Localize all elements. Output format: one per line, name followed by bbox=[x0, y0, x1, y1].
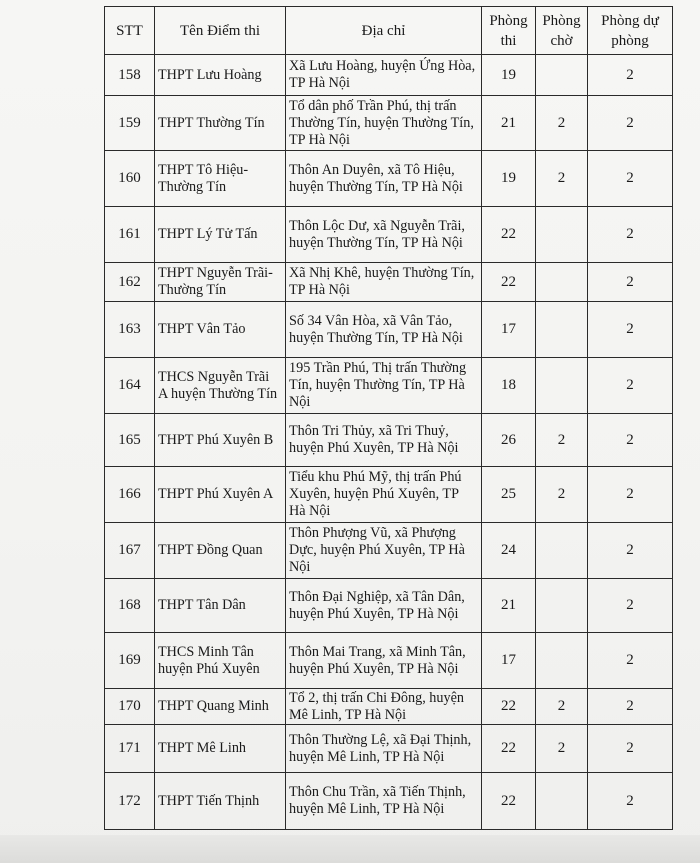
row-exam-rooms: 22 bbox=[482, 773, 536, 830]
header-reserve-rooms: Phòng dự phòng bbox=[588, 7, 673, 55]
row-reserve-rooms: 2 bbox=[588, 55, 673, 96]
row-reserve-rooms: 2 bbox=[588, 467, 673, 523]
row-exam-rooms: 17 bbox=[482, 633, 536, 689]
exam-site-table bbox=[104, 6, 673, 830]
row-waiting-rooms: 2 bbox=[536, 414, 588, 467]
row-site-name: THPT Tân Dân bbox=[155, 579, 286, 633]
row-site-name: THPT Phú Xuyên B bbox=[155, 414, 286, 467]
row-address: Tổ 2, thị trấn Chi Đông, huyện Mê Linh, TP Hà Nội bbox=[286, 689, 482, 725]
row-site-name: THPT Thường Tín bbox=[155, 96, 286, 151]
row-exam-rooms: 25 bbox=[482, 467, 536, 523]
row-address: Thôn Tri Thủy, xã Tri Thuỷ, huyện Phú Xuyên, TP Hà Nội bbox=[286, 414, 482, 467]
row-stt: 164 bbox=[105, 358, 155, 414]
row-address: Thôn Phượng Vũ, xã Phượng Dực, huyện Phú Xuyên, TP Hà Nội bbox=[286, 523, 482, 579]
table-row bbox=[105, 96, 673, 151]
row-address: Tổ dân phố Trần Phú, thị trấn Thường Tín, huyện Thường Tín, TP Hà Nội bbox=[286, 96, 482, 151]
row-address: Thôn An Duyên, xã Tô Hiệu, huyện Thường Tín, TP Hà Nội bbox=[286, 151, 482, 207]
row-stt: 171 bbox=[105, 725, 155, 773]
row-exam-rooms: 17 bbox=[482, 302, 536, 358]
row-reserve-rooms: 2 bbox=[588, 358, 673, 414]
table-row bbox=[105, 773, 673, 830]
row-reserve-rooms: 2 bbox=[588, 414, 673, 467]
table-row bbox=[105, 689, 673, 725]
table-row bbox=[105, 633, 673, 689]
row-reserve-rooms: 2 bbox=[588, 151, 673, 207]
table-row bbox=[105, 523, 673, 579]
row-exam-rooms: 22 bbox=[482, 725, 536, 773]
row-stt: 170 bbox=[105, 689, 155, 725]
row-reserve-rooms: 2 bbox=[588, 725, 673, 773]
row-waiting-rooms: 2 bbox=[536, 467, 588, 523]
row-address: Số 34 Vân Hòa, xã Vân Tảo, huyện Thường Tín, TP Hà Nội bbox=[286, 302, 482, 358]
table-header-row bbox=[105, 7, 673, 55]
row-reserve-rooms: 2 bbox=[588, 263, 673, 302]
row-reserve-rooms: 2 bbox=[588, 302, 673, 358]
row-address: Thôn Mai Trang, xã Minh Tân, huyện Phú Xuyên, TP Hà Nội bbox=[286, 633, 482, 689]
table-row bbox=[105, 263, 673, 302]
row-reserve-rooms: 2 bbox=[588, 207, 673, 263]
table-row bbox=[105, 467, 673, 523]
row-site-name: THPT Phú Xuyên A bbox=[155, 467, 286, 523]
row-exam-rooms: 21 bbox=[482, 96, 536, 151]
row-waiting-rooms bbox=[536, 207, 588, 263]
row-exam-rooms: 26 bbox=[482, 414, 536, 467]
row-stt: 172 bbox=[105, 773, 155, 830]
row-reserve-rooms: 2 bbox=[588, 773, 673, 830]
row-exam-rooms: 22 bbox=[482, 689, 536, 725]
header-waiting-rooms: Phòng chờ bbox=[536, 7, 588, 55]
row-stt: 166 bbox=[105, 467, 155, 523]
row-exam-rooms: 22 bbox=[482, 263, 536, 302]
row-site-name: THCS Nguyễn Trãi A huyện Thường Tín bbox=[155, 358, 286, 414]
row-waiting-rooms: 2 bbox=[536, 725, 588, 773]
row-stt: 165 bbox=[105, 414, 155, 467]
table-row bbox=[105, 207, 673, 263]
table-row bbox=[105, 302, 673, 358]
row-site-name: THPT Quang Minh bbox=[155, 689, 286, 725]
row-stt: 161 bbox=[105, 207, 155, 263]
row-reserve-rooms: 2 bbox=[588, 96, 673, 151]
header-exam-rooms: Phòng thi bbox=[482, 7, 536, 55]
row-exam-rooms: 24 bbox=[482, 523, 536, 579]
row-exam-rooms: 19 bbox=[482, 151, 536, 207]
row-waiting-rooms: 2 bbox=[536, 689, 588, 725]
row-stt: 168 bbox=[105, 579, 155, 633]
header-site-name: Tên Điểm thi bbox=[155, 7, 286, 55]
row-waiting-rooms bbox=[536, 579, 588, 633]
table-row bbox=[105, 579, 673, 633]
row-waiting-rooms bbox=[536, 633, 588, 689]
row-address: 195 Trần Phú, Thị trấn Thường Tín, huyện Thường Tín, TP Hà Nội bbox=[286, 358, 482, 414]
table-row bbox=[105, 358, 673, 414]
row-waiting-rooms bbox=[536, 263, 588, 302]
row-exam-rooms: 19 bbox=[482, 55, 536, 96]
row-stt: 160 bbox=[105, 151, 155, 207]
row-waiting-rooms: 2 bbox=[536, 151, 588, 207]
row-reserve-rooms: 2 bbox=[588, 633, 673, 689]
row-site-name: THPT Lý Tử Tấn bbox=[155, 207, 286, 263]
row-site-name: THPT Vân Tảo bbox=[155, 302, 286, 358]
row-site-name: THPT Tiến Thịnh bbox=[155, 773, 286, 830]
table-row bbox=[105, 414, 673, 467]
row-reserve-rooms: 2 bbox=[588, 689, 673, 725]
header-stt: STT bbox=[105, 7, 155, 55]
row-exam-rooms: 22 bbox=[482, 207, 536, 263]
table-row bbox=[105, 55, 673, 96]
row-site-name: THCS Minh Tân huyện Phú Xuyên bbox=[155, 633, 286, 689]
row-stt: 162 bbox=[105, 263, 155, 302]
row-waiting-rooms bbox=[536, 773, 588, 830]
table-row bbox=[105, 151, 673, 207]
row-address: Thôn Chu Trần, xã Tiến Thịnh, huyện Mê Linh, TP Hà Nội bbox=[286, 773, 482, 830]
header-address: Địa chỉ bbox=[286, 7, 482, 55]
table-row bbox=[105, 725, 673, 773]
row-address: Xã Nhị Khê, huyện Thường Tín, TP Hà Nội bbox=[286, 263, 482, 302]
row-waiting-rooms bbox=[536, 523, 588, 579]
row-stt: 167 bbox=[105, 523, 155, 579]
row-reserve-rooms: 2 bbox=[588, 523, 673, 579]
row-address: Tiểu khu Phú Mỹ, thị trấn Phú Xuyên, huyện Phú Xuyên, TP Hà Nội bbox=[286, 467, 482, 523]
row-site-name: THPT Nguyễn Trãi-Thường Tín bbox=[155, 263, 286, 302]
row-address: Xã Lưu Hoàng, huyện Ứng Hòa, TP Hà Nội bbox=[286, 55, 482, 96]
row-site-name: THPT Tô Hiệu-Thường Tín bbox=[155, 151, 286, 207]
row-address: Thôn Thường Lệ, xã Đại Thịnh, huyện Mê Linh, TP Hà Nội bbox=[286, 725, 482, 773]
row-site-name: THPT Đồng Quan bbox=[155, 523, 286, 579]
row-stt: 158 bbox=[105, 55, 155, 96]
row-site-name: THPT Mê Linh bbox=[155, 725, 286, 773]
row-stt: 169 bbox=[105, 633, 155, 689]
row-stt: 163 bbox=[105, 302, 155, 358]
row-exam-rooms: 18 bbox=[482, 358, 536, 414]
row-waiting-rooms bbox=[536, 55, 588, 96]
row-waiting-rooms bbox=[536, 302, 588, 358]
row-exam-rooms: 21 bbox=[482, 579, 536, 633]
page-edge bbox=[0, 835, 700, 863]
row-site-name: THPT Lưu Hoàng bbox=[155, 55, 286, 96]
row-address: Thôn Đại Nghiệp, xã Tân Dân, huyện Phú Xuyên, TP Hà Nội bbox=[286, 579, 482, 633]
row-address: Thôn Lộc Dư, xã Nguyễn Trãi, huyện Thường Tín, TP Hà Nội bbox=[286, 207, 482, 263]
row-reserve-rooms: 2 bbox=[588, 579, 673, 633]
row-waiting-rooms bbox=[536, 358, 588, 414]
row-waiting-rooms: 2 bbox=[536, 96, 588, 151]
row-stt: 159 bbox=[105, 96, 155, 151]
